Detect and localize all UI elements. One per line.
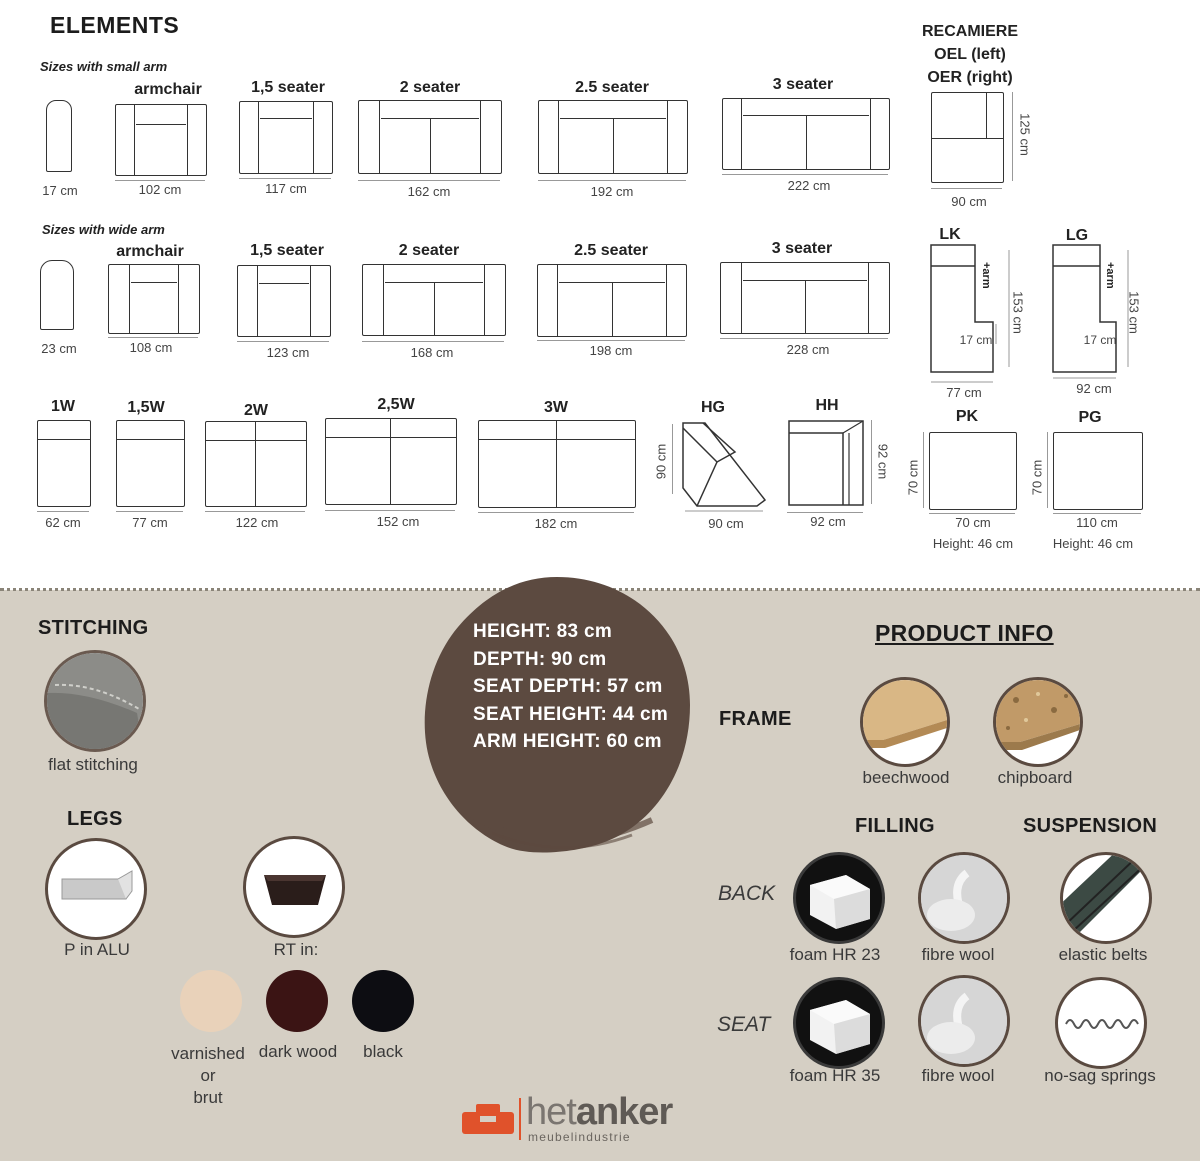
alu-leg-caption: P in ALU [64, 940, 130, 959]
hh-shape [787, 419, 867, 509]
hg-width: 90 cm [708, 516, 744, 531]
spec-seat-height: SEAT HEIGHT: 44 cm [473, 703, 669, 725]
seat-label: SEAT [717, 1013, 771, 1036]
brand-divider [519, 1098, 521, 1140]
wide-15-dim: 123 cm [266, 345, 310, 360]
small-3-label: 3 seater [772, 76, 834, 93]
stitch-icon [47, 653, 143, 749]
wide-armchair-shape [108, 264, 200, 334]
small-2-dim: 162 cm [407, 184, 451, 199]
foam-icon [796, 855, 882, 941]
beechwood-icon [863, 680, 947, 764]
small-15-dim: 117 cm [265, 181, 307, 196]
lg-arm: +arm [1104, 262, 1116, 289]
specs-list [473, 618, 668, 756]
foam-hr35-swatch [793, 977, 885, 1069]
3w-label: 3W [544, 399, 568, 416]
recamiere-width: 90 cm [951, 194, 987, 209]
small-armchair-dim: 102 cm [138, 182, 182, 197]
foam-icon [796, 980, 882, 1066]
hh-label: HH [815, 397, 839, 414]
lk-height: 153 cm [1010, 291, 1026, 334]
spec-arm-height: ARM HEIGHT: 60 cm [473, 731, 662, 752]
pg-label: PG [1078, 409, 1102, 426]
lk-label: LK [939, 226, 961, 243]
beechwood-swatch [860, 677, 950, 767]
wide-arm-dim: 23 cm [41, 341, 77, 356]
wide-25-dim: 198 cm [589, 343, 633, 358]
hg-label: HG [701, 399, 725, 416]
chipboard-swatch [993, 677, 1083, 767]
15w-shape [116, 420, 185, 507]
no-sag-springs-icon [1058, 980, 1144, 1066]
small-armchair-shape [115, 104, 207, 176]
1w-dim: 62 cm [45, 515, 81, 530]
wide-2-label: 2 seater [398, 242, 460, 259]
small-arm-title: Sizes with small arm [40, 59, 168, 74]
fibre-wool-seat-caption: fibre wool [921, 1066, 995, 1085]
pg-width: 110 cm [1076, 515, 1118, 530]
wide-2-dim: 168 cm [410, 345, 454, 360]
lk-width: 77 cm [946, 385, 982, 400]
small-2-label: 2 seater [399, 79, 461, 96]
wide-3-shape [720, 262, 890, 334]
wide-arm-title: Sizes with wide arm [42, 222, 165, 237]
spec-seat-depth: SEAT DEPTH: 57 cm [473, 676, 663, 697]
finish-varnished-caption: varnished or brut [171, 1044, 245, 1107]
foam-hr35-caption: foam HR 35 [789, 1066, 881, 1085]
wide-25-shape [537, 264, 687, 337]
1w-label: 1W [51, 398, 75, 415]
small-25-dim: 192 cm [590, 184, 634, 199]
elastic-belts-caption: elastic belts [1058, 945, 1148, 964]
chipboard-icon [996, 680, 1080, 764]
wide-25-label: 2.5 seater [574, 242, 648, 259]
2w-dim: 122 cm [235, 515, 279, 530]
small-25-shape [538, 100, 688, 174]
2w-shape [205, 421, 307, 507]
25w-shape [325, 418, 457, 505]
lk-inner: 17 cm [959, 333, 993, 347]
stitching-swatch [44, 650, 146, 752]
pk-label: PK [955, 408, 979, 425]
fibre-wool-icon [921, 855, 1007, 941]
small-3-shape [722, 98, 890, 170]
wide-3-label: 3 seater [771, 240, 833, 257]
hh-width: 92 cm [810, 514, 846, 529]
fibre-wool-back-swatch [918, 852, 1010, 944]
15w-label: 1,5W [127, 399, 165, 416]
pg-seat-height: Height: 46 cm [1052, 536, 1134, 551]
recamiere-height: 125 cm [1017, 113, 1033, 156]
lk-arm: +arm [980, 262, 992, 289]
small-2-shape [358, 100, 502, 174]
2w-label: 2W [244, 402, 268, 419]
hh-height: 92 cm [875, 443, 891, 480]
rt-leg-caption: RT in: [273, 940, 319, 959]
small-15-shape [239, 101, 333, 174]
alu-leg-swatch [45, 838, 147, 940]
brand-tagline: meubelindustrie [528, 1130, 631, 1144]
brand-sofa-icon [460, 1102, 516, 1134]
15w-dim: 77 cm [132, 515, 168, 530]
elastic-belts-swatch [1060, 852, 1152, 944]
rt-leg-icon [246, 839, 342, 935]
recamiere-shape [931, 92, 1004, 183]
hg-shape [675, 418, 775, 513]
lg-label: LG [1065, 227, 1089, 244]
no-sag-springs-caption: no-sag springs [1044, 1066, 1156, 1085]
legs-title: LEGS [67, 808, 123, 830]
wide-armchair-dim: 108 cm [129, 340, 173, 355]
frame-title: FRAME [719, 708, 792, 730]
small-25-label: 2.5 seater [575, 79, 649, 96]
recamiere-title: RECAMIERE OEL (left) OER (right) [921, 23, 1018, 86]
lg-inner: 17 cm [1083, 333, 1117, 347]
hg-height: 90 cm [653, 443, 669, 480]
pk-height: 70 cm [905, 459, 921, 496]
wide-arm-piece [40, 260, 74, 330]
stitching-title: STITCHING [38, 617, 149, 639]
fibre-wool-seat-swatch [918, 975, 1010, 1067]
wide-2-shape [362, 264, 506, 336]
25w-dim: 152 cm [376, 514, 420, 529]
3w-dim: 182 cm [534, 516, 578, 531]
foam-hr23-swatch [793, 852, 885, 944]
wide-armchair-label: armchair [116, 243, 184, 260]
1w-shape [37, 420, 91, 507]
product-info-title: PRODUCT INFO [875, 620, 1054, 646]
spec-depth: DEPTH: 90 cm [473, 648, 607, 670]
fibre-wool-icon [921, 978, 1007, 1064]
back-label: BACK [718, 882, 776, 905]
brand-name: hetanker [526, 1091, 673, 1133]
3w-shape [478, 420, 636, 508]
25w-label: 2,5W [377, 396, 415, 413]
finish-black-swatch [352, 970, 414, 1032]
pg-height: 70 cm [1029, 459, 1045, 496]
chipboard-caption: chipboard [997, 768, 1073, 787]
filling-title: FILLING [855, 815, 935, 837]
finish-dark-wood-caption: dark wood [258, 1042, 338, 1061]
finish-varnished-swatch [180, 970, 242, 1032]
wide-15-label: 1,5 seater [250, 242, 324, 259]
pk-seat-height: Height: 46 cm [932, 536, 1014, 551]
foam-hr23-caption: foam HR 23 [789, 945, 881, 964]
wide-3-dim: 228 cm [786, 342, 830, 357]
fibre-wool-back-caption: fibre wool [921, 945, 995, 964]
stitching-caption: flat stitching [48, 755, 138, 774]
small-arm-dim: 17 cm [42, 183, 78, 198]
no-sag-springs-swatch [1055, 977, 1147, 1069]
finish-dark-wood-swatch [266, 970, 328, 1032]
wide-15-shape [237, 265, 331, 337]
spec-height: HEIGHT: 83 cm [473, 621, 613, 642]
lg-height: 153 cm [1126, 291, 1142, 334]
pk-width: 70 cm [955, 515, 991, 530]
small-armchair-label: armchair [134, 81, 202, 98]
beechwood-caption: beechwood [862, 768, 950, 787]
rt-leg-swatch [243, 836, 345, 938]
small-arm-piece [46, 100, 72, 172]
small-15-label: 1,5 seater [251, 79, 325, 96]
pk-shape [929, 432, 1017, 510]
elements-title: ELEMENTS [50, 12, 180, 38]
elastic-belts-icon [1063, 855, 1149, 941]
alu-leg-icon [48, 841, 144, 937]
pg-shape [1053, 432, 1143, 510]
small-3-dim: 222 cm [787, 178, 831, 193]
suspension-title: SUSPENSION [1023, 815, 1158, 837]
lg-width: 92 cm [1076, 381, 1112, 396]
finish-black-caption: black [363, 1042, 403, 1061]
